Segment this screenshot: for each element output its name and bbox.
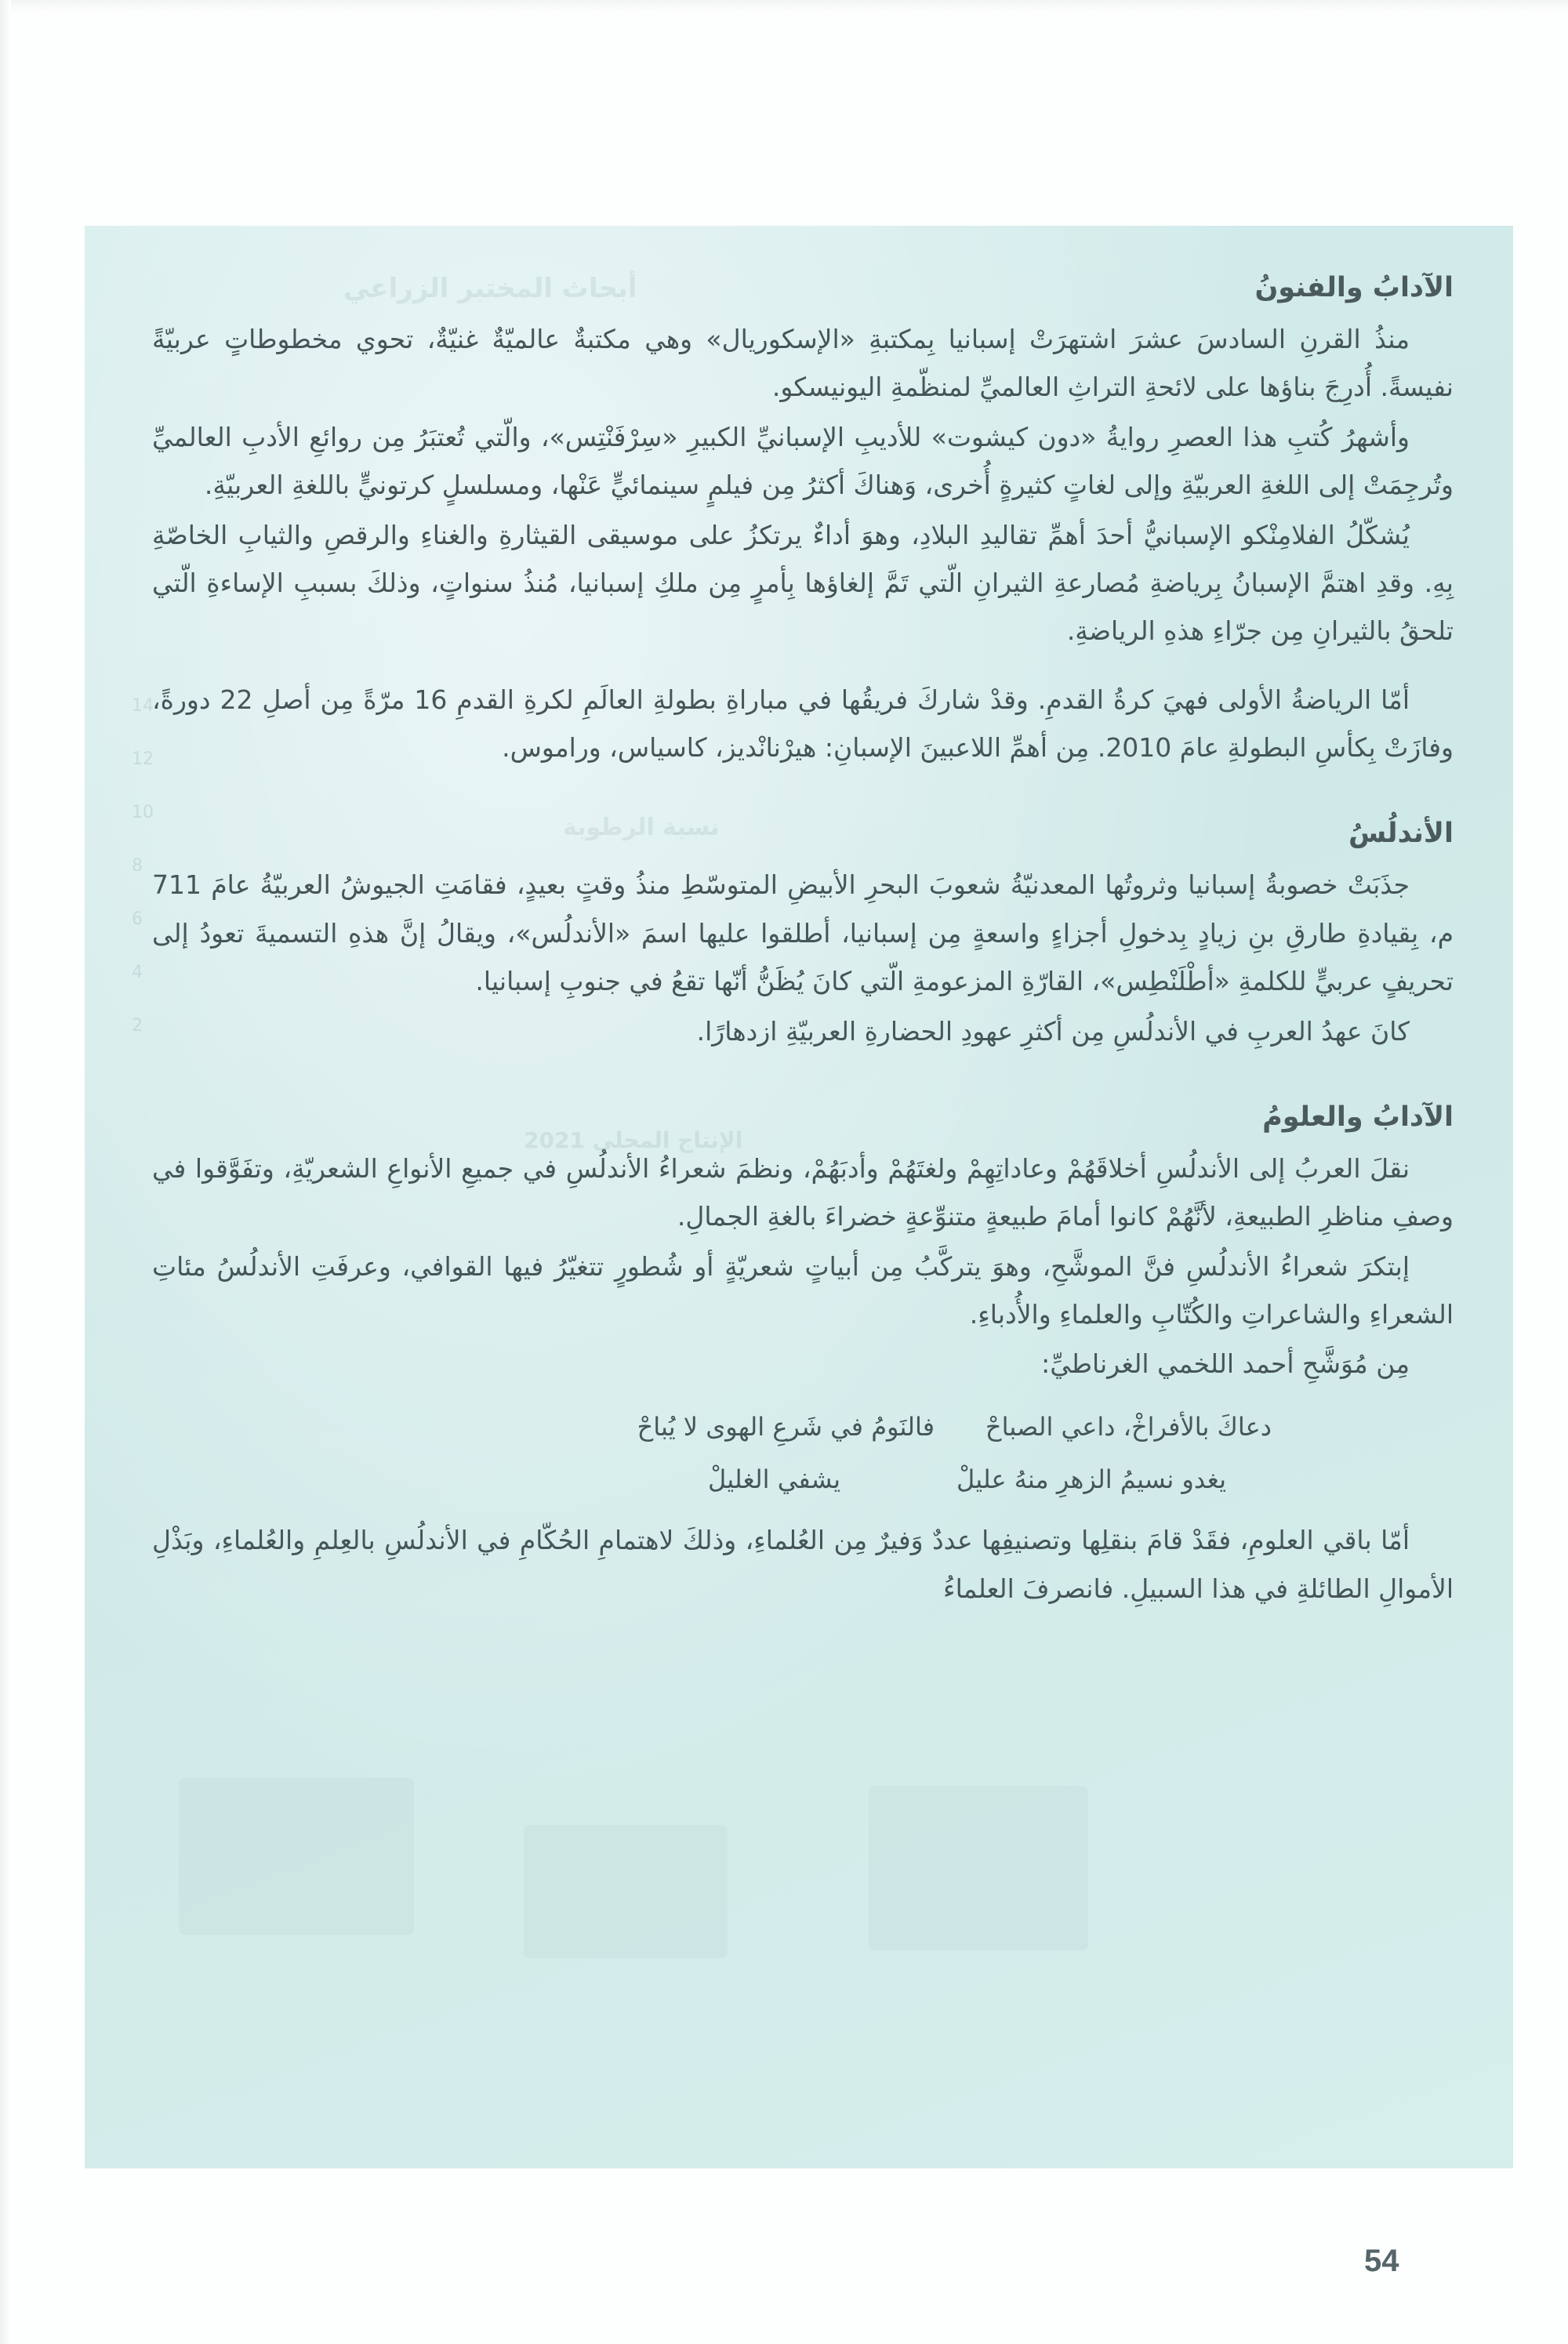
content-panel (85, 226, 1513, 2168)
bleed-through-blob (524, 1825, 728, 1958)
section-spacer (152, 1055, 1454, 1101)
verse-row (152, 1453, 1454, 1506)
paragraph: إبتكرَ شعراءُ الأندلُسِ فنَّ الموشَّحِ، وهوَ يتركَّبُ مِن أبياتٍ شعريّةٍ أو شُطورٍ تتغيّرُ فيها القوافي، وعرفَتِ الأندلُسُ مئاتِ الشعراءِ والشاعراتِ والكُتّابِ والعلماءِ والأُدباءِ. (152, 1250, 1454, 1330)
section-heading-al-andalus: الأندلُسُ (1348, 818, 1454, 850)
paragraph: أمّا الرياضةُ الأولى فهيَ كرةُ القدمِ. وقدْ شاركَ فريقُها في مباراةِ بطولةِ العالَمِ لكرةِ القدمِ 16 مرّةً مِن أصلِ 22 دورةً، وفازَتْ بِكأسِ البطولةِ عامَ 2010. مِن أهمِّ اللاعبينَ الإسبانِ: هيرْنانْديز، كاسياس، وراموس. (152, 684, 1454, 763)
bleed-through-title3: الإنتاج المحلي 2021 (524, 1127, 743, 1153)
verse-hemistich-second: يشفي الغليلْ (707, 1464, 840, 1494)
bleed-through-blob (869, 1786, 1088, 1950)
scan-edge-top (0, 0, 1568, 14)
bleed-through-axis-label: 12 (132, 749, 154, 769)
bleed-through-axis-label: 6 (132, 909, 143, 929)
paragraph: مِن مُوَشَّحِ أحمد اللخمي الغرناطيِّ: (1041, 1348, 1410, 1380)
document-text-column (152, 271, 1454, 1613)
bleed-through-axis-label: 14 (132, 696, 154, 716)
bleed-through-title: أبحاث المختبر الزراعي (343, 273, 637, 304)
verse-row (152, 1401, 1454, 1453)
paragraph: نقلَ العربُ إلى الأندلُسِ أخلاقَهُمْ وعاداتِهِمْ ولغتَهُمْ وأدبَهُمْ، ونظمَ شعراءُ الأندلُسِ في جميعِ الأنواعِ الشعريّةِ، وتفَوَّقوا في وصفِ مناظرِ الطبيعةِ، لأنَّهُمْ كانوا أمامَ طبيعةٍ متنوِّعةٍ خضراءَ بالغةِ الجمالِ. (152, 1152, 1454, 1232)
bleed-through-axis-label: 10 (132, 803, 154, 822)
section-heading-arts-literature: الآدابُ والفنونُ (1254, 272, 1454, 303)
paragraph: كانَ عهدُ العربِ في الأندلُسِ مِن أكثرِ عهودِ الحضارةِ العربيّةِ ازدهارًا. (696, 1015, 1410, 1047)
paragraph: أمّا باقي العلومِ، فقَدْ قامَ بنقلِها وتصنيفِها عددٌ وَفيرٌ مِن العُلماءِ، وذلكَ لاهتمامِ الحُكّامِ في الأندلُسِ بالعِلمِ والعُلماءِ، وبَذْلِ الأموالِ الطائلةِ في هذا السبيلِ. فانصرفَ العلماءُ (152, 1525, 1454, 1604)
section-heading-literature-sciences: الآدابُ والعلومُ (1262, 1101, 1454, 1133)
paragraph: جذَبَتْ خصوبةُ إسبانيا وثروتُها المعدنيّةُ شعوبَ البحرِ الأبيضِ المتوسّطِ منذُ وقتٍ بعيدٍ، فقامَتِ الجيوشُ العربيّةُ عامَ 711 م، بِقيادةِ طارقِ بنِ زيادٍ بِدخولِ أجزاءٍ واسعةٍ مِن إسبانيا، أطلقوا عليها اسمَ «الأندلُس»، ويقالُ إنَّ هذهِ التسميةَ تعودُ إلى تحريفٍ عربيٍّ للكلمةِ «أطْلَنْطِس»، القارّةِ المزعومةِ الّتي كانَ يُظَنُّ أنّها تقعُ في جنوبِ إسبانيا. (152, 869, 1454, 997)
paragraph: منذُ القرنِ السادسَ عشرَ اشتهرَتْ إسبانيا بِمكتبةِ «الإسكوريال» وهي مكتبةٌ عالميّةٌ غنيّةٌ، تحوي مخطوطاتٍ عربيّةً نفيسةً. أُدرِجَ بناؤها على لائحةِ التراثِ العالميِّ لمنظّمةِ اليونيسكو. (152, 324, 1454, 403)
section-spacer (152, 771, 1454, 817)
bleed-through-axis-label: 8 (132, 856, 143, 876)
paragraph: وأشهرُ كُتبِ هذا العصرِ روايةُ «دون كيشوت» للأديبِ الإسبانيِّ الكبيرِ «سِرْفَنْتِس»، والّتي تُعتبَرُ مِن روائعِ الأدبِ العالميِّ وتُرجِمَتْ إلى اللغةِ العربيّةِ وإلى لغاتٍ كثيرةٍ أُخرى، وَهناكَ أكثرُ مِن فيلمٍ سينمائيٍّ عَنْها، ومسلسلٍ كرتونيٍّ باللغةِ العربيّةِ. (152, 421, 1454, 501)
muwashshah-verse-block (152, 1401, 1454, 1506)
bleed-through-title2: نسبة الرطوبة (563, 814, 720, 841)
scan-edge-left (0, 0, 11, 2344)
verse-hemistich-first: يغدو نسيمُ الزهرِ منهُ عليلْ (956, 1464, 1226, 1494)
paragraph-spacer (152, 655, 1454, 676)
verse-hemistich-first: دعاكَ بالأفراخْ، داعي الصباحْ (985, 1411, 1272, 1442)
paragraph: يُشكّلُ الفلامِنْكو الإسبانيُّ أحدَ أهمِّ تقاليدِ البلادِ، وهوَ أداءٌ يرتكزُ على موسيقى القيثارةِ والغناءِ والرقصِ والثيابِ الخاصّةِ بِهِ. وقدِ اهتمَّ الإسبانُ بِرياضةِ مُصارعةِ الثيرانِ الّتي تَمَّ إلغاؤها بِأمرٍ مِن ملكِ إسبانيا، مُنذُ سنواتٍ، وذلكَ بسببِ الإساءةِ الّتي تلحقُ بالثيرانِ مِن جرّاءِ هذهِ الرياضةِ. (152, 519, 1454, 647)
bleed-through-axis-label: 4 (132, 963, 143, 982)
bleed-through-axis-label: 2 (132, 1016, 143, 1036)
bleed-through-blob (179, 1778, 414, 1935)
page-number: 54 (1364, 2244, 1399, 2278)
verse-hemistich-second: فالنَومُ في شَرعِ الهوى لا يُباحْ (637, 1411, 935, 1442)
